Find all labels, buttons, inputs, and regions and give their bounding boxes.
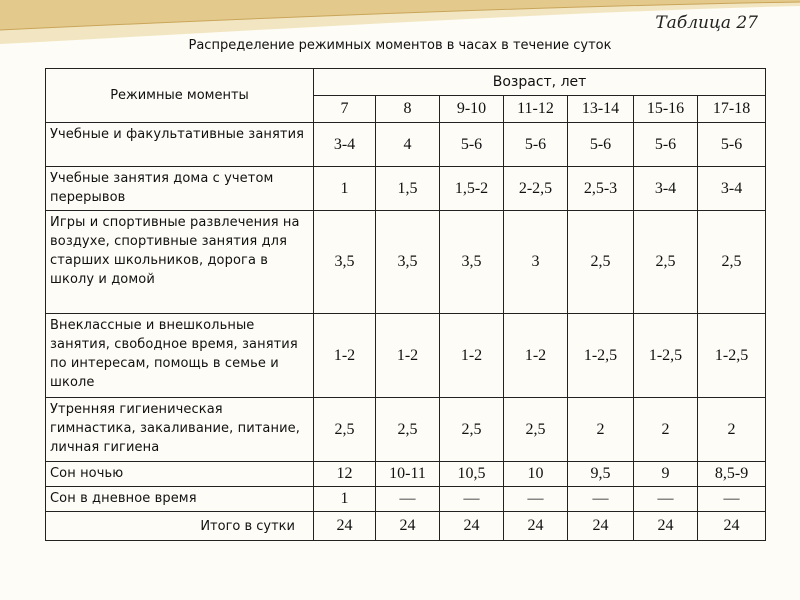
- value-cell: 10-11: [376, 462, 440, 487]
- value-cell: 2: [568, 398, 634, 462]
- age-header-cell: 8: [376, 96, 440, 123]
- table-row: [46, 487, 766, 512]
- value-cell: 1-2,5: [698, 314, 766, 398]
- total-cell: 24: [376, 512, 440, 541]
- schedule-table: [45, 68, 766, 541]
- corner-header: Режимные моменты: [46, 69, 314, 123]
- value-cell: 3-4: [634, 167, 698, 211]
- row-label: Сон ночью: [46, 462, 314, 487]
- value-cell: 5-6: [698, 123, 766, 167]
- table-row: [46, 398, 766, 462]
- table-row: [46, 167, 766, 211]
- value-cell: 1: [314, 167, 376, 211]
- value-cell: 5-6: [634, 123, 698, 167]
- value-cell: —: [698, 487, 766, 512]
- value-cell: 1,5-2: [440, 167, 504, 211]
- value-cell: 3: [504, 211, 568, 314]
- value-cell: 2: [634, 398, 698, 462]
- value-cell: 3,5: [440, 211, 504, 314]
- row-label: Учебные занятия дома с учетом перерывов: [46, 167, 314, 211]
- table-row: [46, 211, 766, 314]
- age-header-cell: 15-16: [634, 96, 698, 123]
- row-label: Утренняя гигиеническая гимнастика, закаливание, питание, личная гигиена: [46, 398, 314, 462]
- total-cell: 24: [568, 512, 634, 541]
- value-cell: 12: [314, 462, 376, 487]
- value-cell: 8,5-9: [698, 462, 766, 487]
- row-label: Игры и спортивные развлечения на воздухе, спортивные занятия для старших школьников, дорога в школу и домой: [46, 211, 314, 314]
- value-cell: 1-2: [504, 314, 568, 398]
- value-cell: 1-2,5: [634, 314, 698, 398]
- value-cell: 2,5: [314, 398, 376, 462]
- total-cell: 24: [698, 512, 766, 541]
- total-row: [46, 512, 766, 541]
- value-cell: —: [376, 487, 440, 512]
- value-cell: 2,5: [634, 211, 698, 314]
- value-cell: 3-4: [314, 123, 376, 167]
- table-number-caption: Таблица 27: [655, 13, 758, 33]
- value-cell: —: [634, 487, 698, 512]
- total-label: Итого в сутки: [46, 512, 314, 541]
- value-cell: 9: [634, 462, 698, 487]
- table-row: [46, 462, 766, 487]
- table-row: [46, 314, 766, 398]
- value-cell: 3-4: [698, 167, 766, 211]
- value-cell: 1-2: [314, 314, 376, 398]
- age-header-cell: 17-18: [698, 96, 766, 123]
- row-label: Сон в дневное время: [46, 487, 314, 512]
- value-cell: 2,5: [698, 211, 766, 314]
- value-cell: 2,5: [440, 398, 504, 462]
- value-cell: —: [504, 487, 568, 512]
- value-cell: —: [568, 487, 634, 512]
- row-label: Учебные и факультативные занятия: [46, 123, 314, 167]
- value-cell: 5-6: [440, 123, 504, 167]
- value-cell: 5-6: [504, 123, 568, 167]
- value-cell: 3,5: [376, 211, 440, 314]
- value-cell: 2: [698, 398, 766, 462]
- value-cell: 5-6: [568, 123, 634, 167]
- total-cell: 24: [504, 512, 568, 541]
- value-cell: 10: [504, 462, 568, 487]
- value-cell: 2-2,5: [504, 167, 568, 211]
- total-cell: 24: [314, 512, 376, 541]
- total-cell: 24: [440, 512, 504, 541]
- total-cell: 24: [634, 512, 698, 541]
- row-label: Внеклассные и внешкольные занятия, свободное время, занятия по интересам, помощь в семье и школе: [46, 314, 314, 398]
- value-cell: 10,5: [440, 462, 504, 487]
- age-group-header: Возраст, лет: [314, 69, 766, 96]
- value-cell: 1-2: [376, 314, 440, 398]
- value-cell: 2,5: [376, 398, 440, 462]
- value-cell: 1,5: [376, 167, 440, 211]
- page-title: Распределение режимных моментов в часах в течение суток: [188, 38, 612, 53]
- age-header-cell: 13-14: [568, 96, 634, 123]
- value-cell: 2,5: [568, 211, 634, 314]
- age-header-cell: 11-12: [504, 96, 568, 123]
- value-cell: 2,5: [504, 398, 568, 462]
- value-cell: 1-2: [440, 314, 504, 398]
- value-cell: 1-2,5: [568, 314, 634, 398]
- value-cell: 2,5-3: [568, 167, 634, 211]
- value-cell: —: [440, 487, 504, 512]
- value-cell: 1: [314, 487, 376, 512]
- value-cell: 3,5: [314, 211, 376, 314]
- value-cell: 4: [376, 123, 440, 167]
- value-cell: 9,5: [568, 462, 634, 487]
- table-row: [46, 123, 766, 167]
- age-header-cell: 7: [314, 96, 376, 123]
- age-header-cell: 9-10: [440, 96, 504, 123]
